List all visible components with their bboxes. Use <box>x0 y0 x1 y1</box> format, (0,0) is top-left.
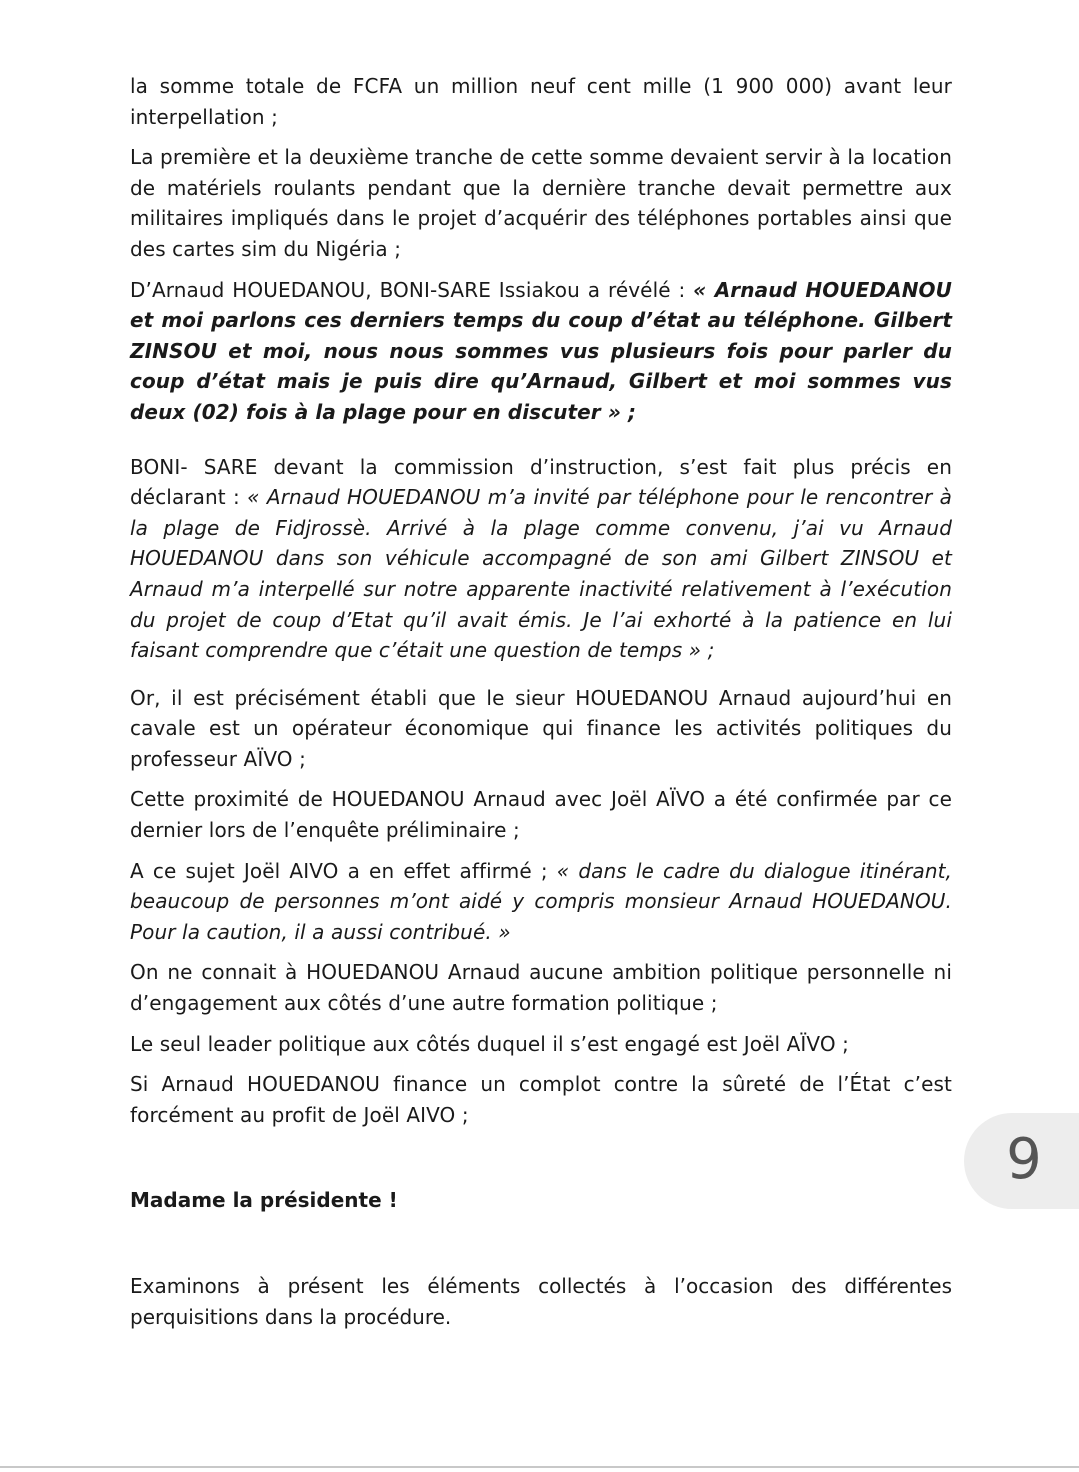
paragraph-7-intro: A ce sujet Joël AIVO a en effet affirmé ; <box>130 858 557 883</box>
paragraph-9: Le seul leader politique aux côtés duquel il s’est engagé est Joël AÏVO ; <box>130 1031 849 1056</box>
paragraph-5: Or, il est précisément établi que le sieur HOUEDANOU Arnaud aujourd’hui en cavale est un opérateur économique qui finance les activités politiques du professeur AÏVO ; <box>130 685 952 771</box>
paragraph-3-quote: « Arnaud HOUEDANOU et moi parlons ces derniers temps du coup d’état au téléphone. Gilbert ZINSOU et moi, nous nous sommes vus plusieurs fois pour parler du coup d’état mais je puis dire qu’Arnaud, Gilbert et moi sommes vus deux (02) fois à la plage pour en discuter » ; <box>130 277 952 424</box>
paragraph-10: Si Arnaud HOUEDANOU finance un complot contre la sûreté de l’État c’est forcément au profit de Joël AIVO ; <box>130 1072 952 1127</box>
paragraph-2: La première et la deuxième tranche de cette somme devaient servir à la location de matériels roulants pendant que la dernière tranche devait permettre aux militaires impliqués dans le projet d’acquérir des téléphones portables ainsi que des cartes sim du Nigéria ; <box>130 145 952 261</box>
paragraph-4-intro: BONI- SARE devant la commission d’instruction, s’est fait plus précis en déclarant : <box>130 454 952 510</box>
document-body <box>130 71 952 1140</box>
page-number: 9 <box>1006 1127 1042 1192</box>
paragraph-1: la somme totale de FCFA un million neuf cent mille (1 900 000) avant leur interpellation ; <box>130 74 952 129</box>
paragraph-7 <box>130 856 952 948</box>
paragraph-3 <box>130 275 952 428</box>
paragraph-7-quote: « dans le cadre du dialogue itinérant, beaucoup de personnes m’ont aidé y compris monsieur Arnaud HOUEDANOU. Pour la caution, il a aussi contribué. » <box>130 858 952 944</box>
bottom-divider <box>0 1466 1079 1468</box>
paragraph-3-intro: D’Arnaud HOUEDANOU, BONI-SARE Issiakou a révélé : <box>130 277 694 302</box>
paragraph-6: Cette proximité de HOUEDANOU Arnaud avec Joël AÏVO a été confirmée par ce dernier lors de l’enquête préliminaire ; <box>130 787 952 843</box>
section-heading: Madame la présidente ! <box>130 1188 398 1212</box>
closing-paragraph: Examinons à présent les éléments collectés à l’occasion des différentes perquisitions dans la procédure. <box>130 1274 952 1329</box>
paragraph-8: On ne connait à HOUEDANOU Arnaud aucune ambition politique personnelle ni d’engagement aux côtés d’une autre formation politique ; <box>130 960 952 1016</box>
paragraph-4 <box>130 452 952 666</box>
paragraph-4-quote: « Arnaud HOUEDANOU m’a invité par téléphone pour le rencontrer à la plage de Fidjrossè. Arrivé à la plage comme convenu, j’ai vu Arnaud HOUEDANOU dans son véhicule accompagné de son ami Gilbert ZINSOU et Arnaud m’a interpellé sur notre apparente inactivité relativement à l’exécution du projet de coup d’Etat qu’il avait émis. Je l’ai exhorté à la patience en lui faisant comprendre que c’était une question de temps » ; <box>130 485 952 663</box>
